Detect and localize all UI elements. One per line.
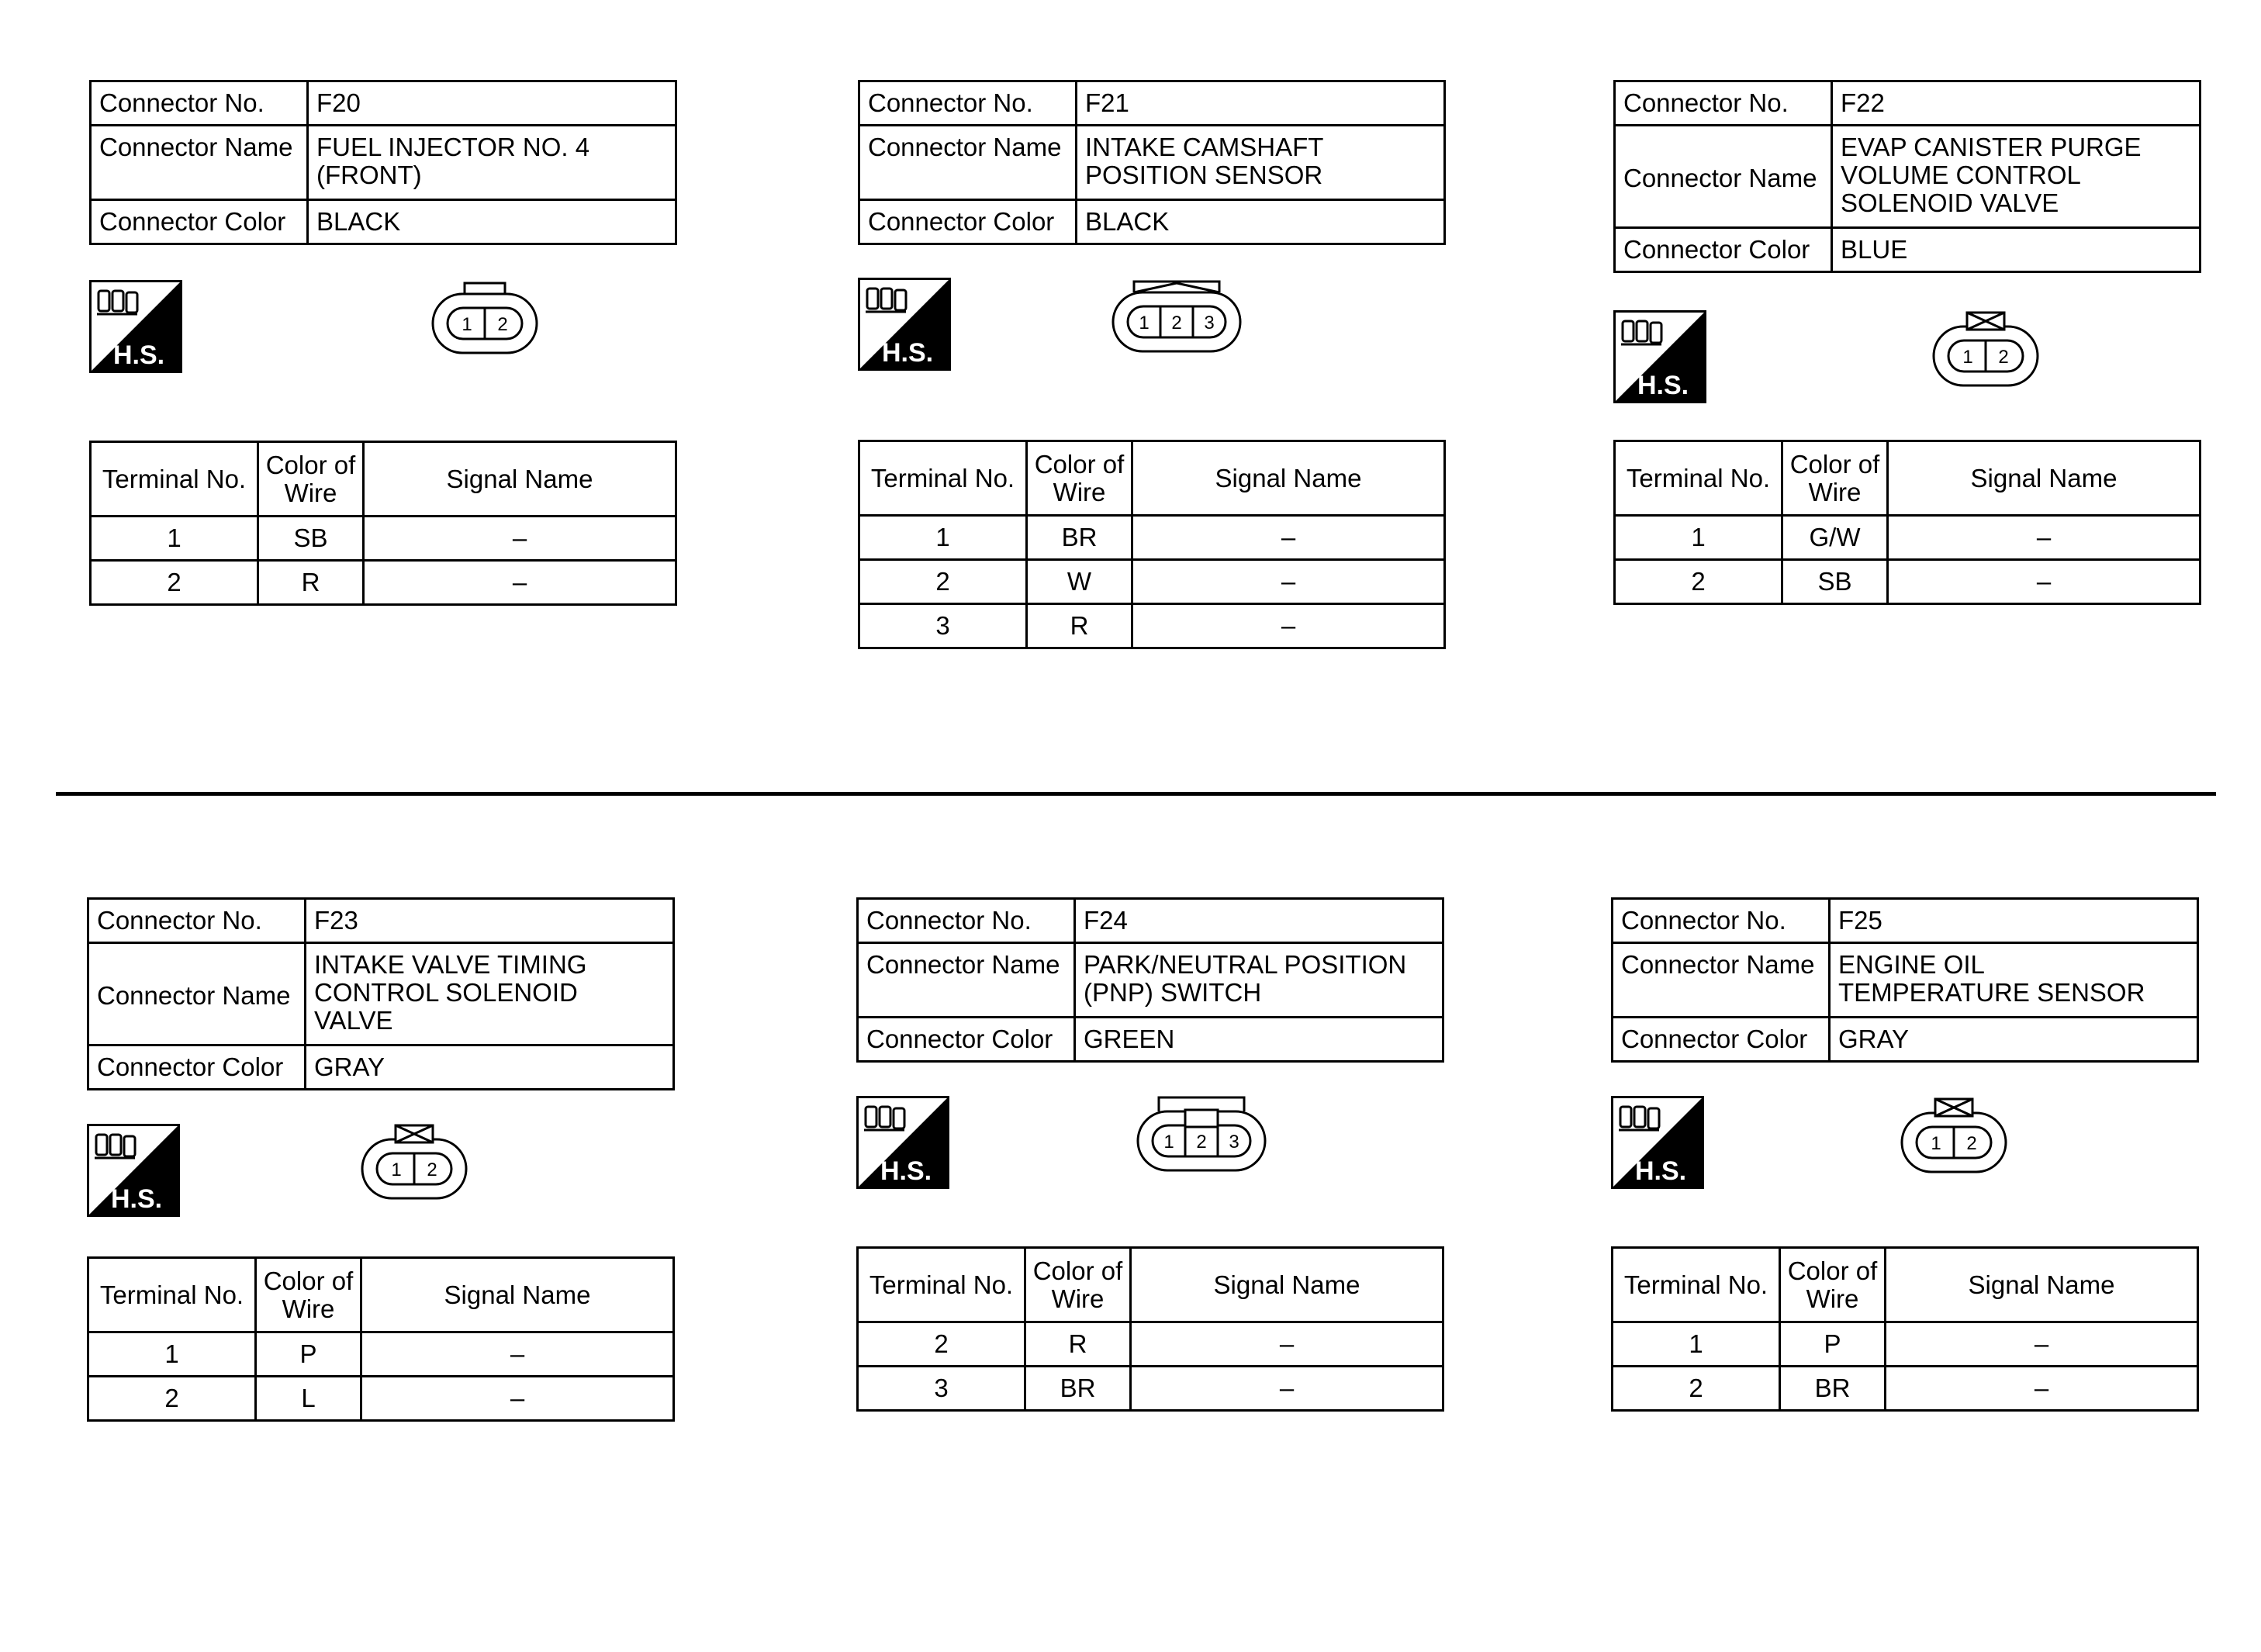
- signal-name-header: Signal Name: [1132, 441, 1445, 516]
- signal-cell: –: [1132, 516, 1445, 560]
- color-of-wire-header: Color of Wire: [1782, 441, 1888, 516]
- pin-label: 3: [1204, 313, 1215, 334]
- terminal-cell: 3: [859, 604, 1027, 648]
- table-row: [859, 560, 1445, 604]
- connector-panel-f24: [856, 897, 1446, 1518]
- terminal-cell: 1: [1615, 516, 1782, 560]
- wire-color-cell: P: [1780, 1322, 1886, 1367]
- connector-color-value: BLACK: [308, 200, 676, 244]
- pin-label: 1: [391, 1160, 402, 1180]
- connector-panel-f23: [87, 897, 676, 1518]
- harness-side-icon: [858, 278, 951, 371]
- terminal-cell: 1: [88, 1332, 256, 1377]
- wire-color-cell: R: [1027, 604, 1132, 648]
- terminal-table: [89, 441, 677, 606]
- signal-cell: –: [361, 1377, 674, 1421]
- connector-name-value: INTAKE VALVE TIMING CONTROL SOLENOID VALVE: [306, 943, 674, 1045]
- connector-no-value: F20: [308, 81, 676, 126]
- pin-label: 1: [1962, 347, 1973, 368]
- pin-label: 1: [1931, 1133, 1941, 1154]
- signal-cell: –: [361, 1332, 674, 1377]
- table-row: [859, 604, 1445, 648]
- harness-side-icon: [1611, 1096, 1704, 1189]
- connector-panel-f21: [858, 80, 1447, 700]
- wire-color-cell: SB: [1782, 560, 1888, 604]
- signal-cell: –: [1886, 1322, 2198, 1367]
- terminal-cell: 2: [88, 1377, 256, 1421]
- terminal-table: [1611, 1246, 2199, 1412]
- connector-no-label: Connector No.: [88, 899, 306, 943]
- hs-badge-text: H.S.: [880, 1156, 932, 1186]
- color-of-wire-header: Color of Wire: [1027, 441, 1132, 516]
- connector-name-value: INTAKE CAMSHAFT POSITION SENSOR: [1077, 126, 1445, 200]
- terminal-cell: 1: [859, 516, 1027, 560]
- color-of-wire-header: Color of Wire: [1025, 1248, 1131, 1322]
- table-row: [91, 517, 676, 561]
- connector-info-table: [87, 897, 675, 1090]
- connector-face-diagram: [1900, 1097, 2008, 1175]
- connector-color-value: BLUE: [1832, 228, 2200, 272]
- terminal-no-header: Terminal No.: [1615, 441, 1782, 516]
- connector-no-label: Connector No.: [1613, 899, 1830, 943]
- terminal-no-header: Terminal No.: [1613, 1248, 1780, 1322]
- wire-color-cell: BR: [1027, 516, 1132, 560]
- table-row: [858, 1322, 1443, 1367]
- connector-name-label: Connector Name: [88, 943, 306, 1045]
- connector-panel-f20: [89, 80, 679, 700]
- color-of-wire-header: Color of Wire: [1780, 1248, 1886, 1322]
- table-row: [88, 1332, 674, 1377]
- connector-panel-f22: [1613, 80, 2203, 700]
- color-of-wire-header: Color of Wire: [258, 442, 364, 517]
- signal-cell: –: [1131, 1322, 1443, 1367]
- pin-label: 2: [497, 314, 508, 335]
- wire-color-cell: R: [258, 561, 364, 605]
- table-row: [1613, 1367, 2198, 1411]
- connector-color-label: Connector Color: [859, 200, 1077, 244]
- wire-color-cell: W: [1027, 560, 1132, 604]
- table-row: [1615, 516, 2200, 560]
- harness-side-icon: [856, 1096, 949, 1189]
- table-row: [91, 561, 676, 605]
- terminal-cell: 2: [91, 561, 258, 605]
- hs-badge-text: H.S.: [881, 338, 934, 368]
- harness-side-icon: [1613, 310, 1706, 403]
- connector-face-diagram: [430, 282, 539, 356]
- terminal-no-header: Terminal No.: [859, 441, 1027, 516]
- signal-cell: –: [1131, 1367, 1443, 1411]
- wire-color-cell: BR: [1780, 1367, 1886, 1411]
- connector-face-diagram: [360, 1124, 468, 1201]
- terminal-table: [858, 440, 1446, 649]
- connector-face-diagram: [1136, 1096, 1267, 1173]
- signal-name-header: Signal Name: [1131, 1248, 1443, 1322]
- connector-color-value: BLACK: [1077, 200, 1445, 244]
- connector-name-label: Connector Name: [91, 126, 308, 200]
- terminal-cell: 1: [1613, 1322, 1780, 1367]
- terminal-no-header: Terminal No.: [91, 442, 258, 517]
- terminal-no-header: Terminal No.: [88, 1258, 256, 1332]
- signal-name-header: Signal Name: [364, 442, 676, 517]
- connector-no-label: Connector No.: [91, 81, 308, 126]
- signal-cell: –: [364, 561, 676, 605]
- harness-side-icon: [87, 1124, 180, 1217]
- terminal-table: [1613, 440, 2201, 605]
- table-row: [859, 516, 1445, 560]
- signal-cell: –: [364, 517, 676, 561]
- terminal-cell: 1: [91, 517, 258, 561]
- hs-badge-text: H.S.: [110, 1184, 163, 1214]
- connector-color-label: Connector Color: [1613, 1018, 1830, 1062]
- connector-name-label: Connector Name: [858, 943, 1075, 1018]
- connector-name-label: Connector Name: [859, 126, 1077, 200]
- connector-info-table: [1611, 897, 2199, 1063]
- table-row: [858, 1367, 1443, 1411]
- pin-label: 3: [1229, 1132, 1239, 1153]
- signal-name-header: Signal Name: [1886, 1248, 2198, 1322]
- connector-no-value: F25: [1830, 899, 2198, 943]
- terminal-table: [87, 1256, 675, 1422]
- connector-no-label: Connector No.: [858, 899, 1075, 943]
- table-row: [88, 1377, 674, 1421]
- connector-no-value: F23: [306, 899, 674, 943]
- signal-cell: –: [1132, 560, 1445, 604]
- table-row: [1613, 1322, 2198, 1367]
- connector-color-value: GRAY: [306, 1045, 674, 1090]
- connector-info-table: [1613, 80, 2201, 273]
- connector-face-diagram: [1931, 311, 2040, 389]
- wire-color-cell: P: [256, 1332, 361, 1377]
- terminal-cell: 2: [859, 560, 1027, 604]
- color-of-wire-header: Color of Wire: [256, 1258, 361, 1332]
- terminal-cell: 2: [1613, 1367, 1780, 1411]
- wire-color-cell: R: [1025, 1322, 1131, 1367]
- pin-label: 1: [1163, 1132, 1174, 1153]
- connector-color-value: GRAY: [1830, 1018, 2198, 1062]
- connector-name-value: PARK/NEUTRAL POSITION (PNP) SWITCH: [1075, 943, 1443, 1018]
- terminal-no-header: Terminal No.: [858, 1248, 1025, 1322]
- connector-name-value: FUEL INJECTOR NO. 4 (FRONT): [308, 126, 676, 200]
- pin-label: 2: [1998, 347, 2009, 368]
- wire-color-cell: BR: [1025, 1367, 1131, 1411]
- harness-side-icon: [89, 280, 182, 373]
- table-row: [1615, 560, 2200, 604]
- pin-label: 1: [1139, 313, 1150, 334]
- wire-color-cell: SB: [258, 517, 364, 561]
- connector-face-diagram: [1111, 280, 1243, 354]
- signal-cell: –: [1888, 516, 2200, 560]
- pin-label: 2: [1966, 1133, 1977, 1154]
- hs-badge-text: H.S.: [1637, 371, 1689, 400]
- connector-name-label: Connector Name: [1615, 126, 1832, 228]
- connector-no-value: F22: [1832, 81, 2200, 126]
- connector-no-value: F21: [1077, 81, 1445, 126]
- pin-label: 2: [1171, 313, 1182, 334]
- connector-info-table: [856, 897, 1444, 1063]
- pin-label: 1: [462, 314, 472, 335]
- hs-badge-text: H.S.: [112, 340, 165, 370]
- connector-no-label: Connector No.: [1615, 81, 1832, 126]
- signal-cell: –: [1132, 604, 1445, 648]
- connector-info-table: [89, 80, 677, 245]
- wire-color-cell: G/W: [1782, 516, 1888, 560]
- signal-name-header: Signal Name: [1888, 441, 2200, 516]
- connector-panel-f25: [1611, 897, 2200, 1518]
- connector-color-value: GREEN: [1075, 1018, 1443, 1062]
- connector-color-label: Connector Color: [88, 1045, 306, 1090]
- connector-color-label: Connector Color: [1615, 228, 1832, 272]
- pin-label: 2: [1196, 1132, 1207, 1153]
- connector-name-value: ENGINE OIL TEMPERATURE SENSOR: [1830, 943, 2198, 1018]
- section-divider: [56, 792, 2216, 796]
- terminal-cell: 3: [858, 1367, 1025, 1411]
- wire-color-cell: L: [256, 1377, 361, 1421]
- connector-color-label: Connector Color: [91, 200, 308, 244]
- signal-name-header: Signal Name: [361, 1258, 674, 1332]
- connector-name-value: EVAP CANISTER PURGE VOLUME CONTROL SOLENOID VALVE: [1832, 126, 2200, 228]
- terminal-table: [856, 1246, 1444, 1412]
- connector-color-label: Connector Color: [858, 1018, 1075, 1062]
- connector-no-value: F24: [1075, 899, 1443, 943]
- pin-label: 2: [427, 1160, 437, 1180]
- terminal-cell: 2: [1615, 560, 1782, 604]
- signal-cell: –: [1886, 1367, 2198, 1411]
- connector-no-label: Connector No.: [859, 81, 1077, 126]
- connector-name-label: Connector Name: [1613, 943, 1830, 1018]
- signal-cell: –: [1888, 560, 2200, 604]
- connector-info-table: [858, 80, 1446, 245]
- terminal-cell: 2: [858, 1322, 1025, 1367]
- hs-badge-text: H.S.: [1634, 1156, 1687, 1186]
